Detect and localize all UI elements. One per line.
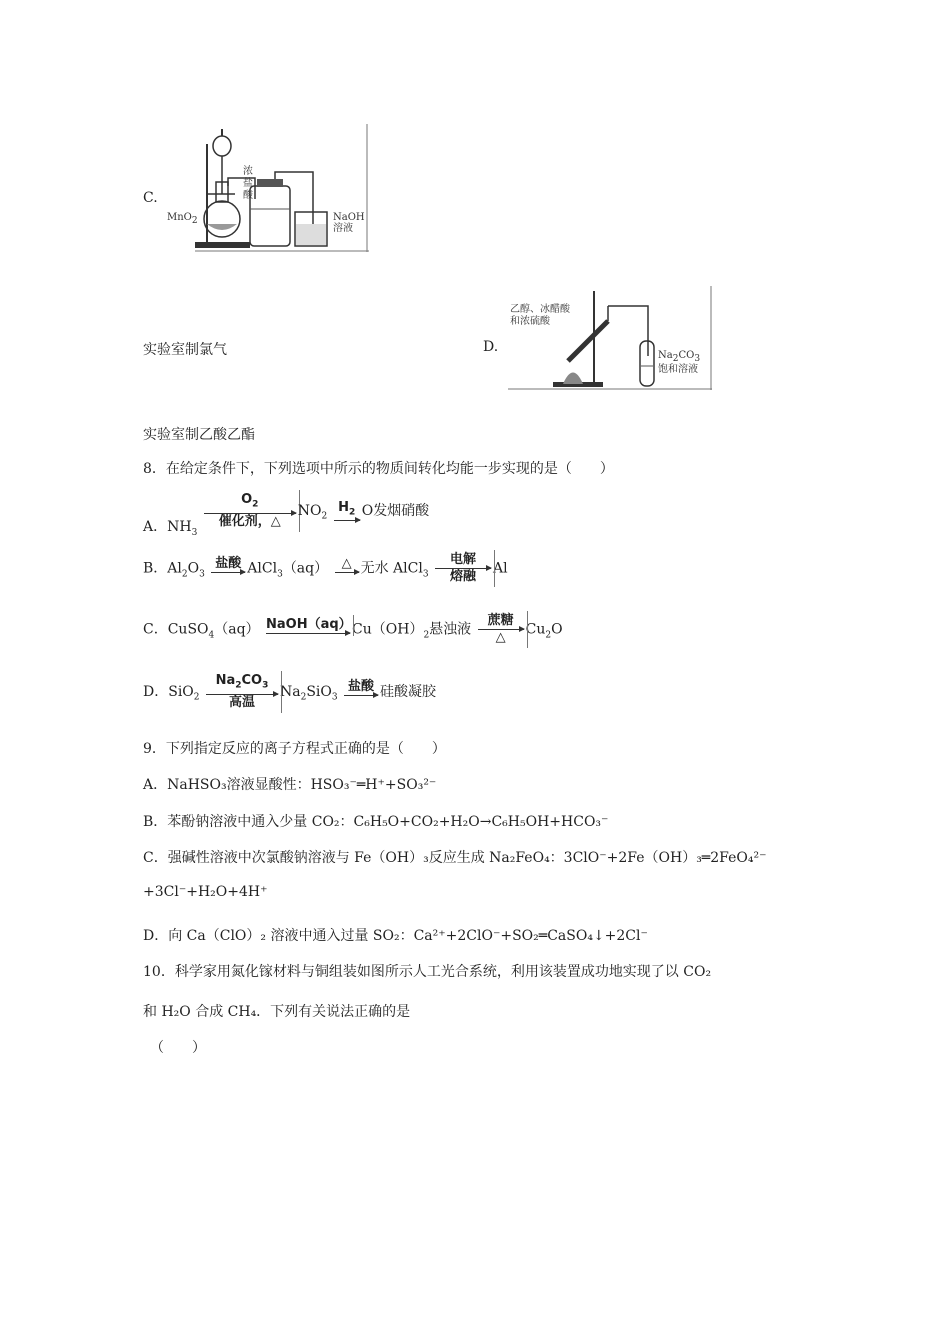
- arrow-hcl: 盐酸: [211, 556, 245, 573]
- q9-option-d: D．向 Ca（ClO）₂ 溶液中通入过量 SO₂：Ca²⁺+2ClO⁻+SO₂═CaSO₄↓+2Cl⁻: [143, 928, 648, 944]
- option-c-label: C.: [143, 190, 158, 206]
- option-d-caption: 实验室制乙酸乙酯: [143, 427, 255, 443]
- reagents-label-1: 乙醇、冰醋酸: [510, 304, 570, 315]
- q9-option-a: A．NaHSO₃溶液显酸性：HSO₃⁻═H⁺+SO₃²⁻: [143, 777, 437, 793]
- q8-option-a: A．$NH_3$ $O_2$ 催化剂，△ $NO_2$ $H_2$ O发烟硝酸: [143, 492, 430, 538]
- q8-option-c: C．CuSO$_4$（aq） NaOH（aq） $Cu(OH)_2$悬浊液 蔗糖 △ $Cu_2O$: [143, 613, 563, 646]
- question-10-line1: 10．科学家用氮化镓材料与铜组装如图所示人工光合系统，利用该装置成功地实现了以 CO₂: [143, 964, 712, 980]
- q9-option-c-line1: C．强碱性溶液中次氯酸钠溶液与 Fe（OH）₃反应生成 Na₂FeO₄：3ClO⁻+2Fe（OH）₃═2FeO₄²⁻: [143, 850, 767, 866]
- arrow-heat: △: [335, 556, 359, 573]
- arrow-na2co3: $Na_2CO_3$ 高温: [206, 673, 278, 711]
- arrow-o2-catalyst: $O_2$ 催化剂，△: [204, 492, 296, 530]
- question-10-line2: 和 H₂O 合成 CH₄．下列有关说法正确的是: [143, 1004, 411, 1020]
- arrow-electrolysis: 电解 熔融: [435, 552, 491, 585]
- q9-option-c-line2: +3Cl⁻+H₂O+4H⁺: [143, 884, 268, 900]
- ester-apparatus-figure: [508, 286, 712, 390]
- q8-option-d: D．SiO$_2$ $Na_2CO_3$ 高温 $Na_2SiO_3$ 盐酸 硅酸凝胶: [143, 673, 436, 711]
- chlorine-apparatus-figure: [167, 124, 369, 252]
- arrow-hcl-2: 盐酸: [344, 679, 378, 696]
- saturated-solution-label: 饱和溶液: [658, 364, 698, 375]
- q9-option-b: B．苯酚钠溶液中通入少量 CO₂：C₆H₅O+CO₂+H₂O→C₆H₅OH+HCO₃⁻: [143, 814, 609, 830]
- arrow-naoh: NaOH（aq）: [266, 617, 350, 634]
- question-10-answer-blank: （ ）: [150, 1040, 206, 1056]
- option-d-label: D.: [483, 339, 499, 355]
- na2co3-label: $Na_2CO_3$: [658, 350, 701, 364]
- mno2-label: MnO$_2$: [167, 212, 198, 226]
- conc-hcl-label: 浓盐酸: [243, 166, 253, 201]
- option-c-caption: 实验室制氯气: [143, 342, 227, 358]
- arrow-h2o: $H_2$: [334, 500, 360, 522]
- arrow-sucrose: 蔗糖 △: [478, 613, 524, 646]
- reagents-label-2: 和浓硫酸: [510, 316, 550, 327]
- naoh-solution-label: NaOH 溶液: [333, 212, 365, 234]
- question-9-stem: 9．下列指定反应的离子方程式正确的是（ ）: [143, 741, 446, 757]
- question-8-stem: 8．在给定条件下，下列选项中所示的物质间转化均能一步实现的是（ ）: [143, 461, 614, 477]
- q8-option-b: B．$Al_2O_3$ 盐酸 AlCl$_3$（aq） △ 无水 AlCl$_3$ 电解 熔融 Al: [143, 552, 508, 585]
